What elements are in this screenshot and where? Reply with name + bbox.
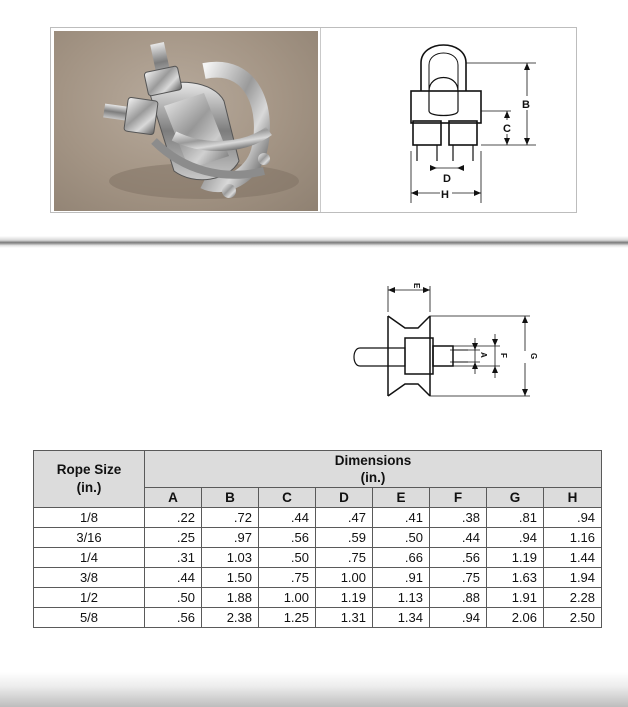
dimensions-table bbox=[33, 450, 602, 628]
value-cell: 1.00 bbox=[316, 568, 373, 588]
column-header-e: E bbox=[373, 488, 430, 508]
value-cell: 1.94 bbox=[544, 568, 602, 588]
rope-size-cell: 1/8 bbox=[34, 508, 145, 528]
value-cell: .97 bbox=[202, 528, 259, 548]
side-view-dimension-drawing bbox=[350, 276, 550, 421]
table-row bbox=[34, 508, 602, 528]
value-cell: .25 bbox=[145, 528, 202, 548]
value-cell: .47 bbox=[316, 508, 373, 528]
value-cell: 1.63 bbox=[487, 568, 544, 588]
value-cell: .75 bbox=[430, 568, 487, 588]
value-cell: .50 bbox=[373, 528, 430, 548]
top-view-dimension-drawing bbox=[351, 33, 551, 211]
column-header-a: A bbox=[145, 488, 202, 508]
value-cell: .38 bbox=[430, 508, 487, 528]
value-cell: 1.44 bbox=[544, 548, 602, 568]
value-cell: 1.19 bbox=[487, 548, 544, 568]
rope-size-header: Rope Size (in.) bbox=[34, 451, 145, 508]
value-cell: 1.88 bbox=[202, 588, 259, 608]
value-cell: .50 bbox=[145, 588, 202, 608]
column-header-h: H bbox=[544, 488, 602, 508]
value-cell: 1.00 bbox=[259, 588, 316, 608]
value-cell: .88 bbox=[430, 588, 487, 608]
clip-photo-illustration bbox=[54, 31, 318, 211]
value-cell: 2.50 bbox=[544, 608, 602, 628]
value-cell: 2.28 bbox=[544, 588, 602, 608]
table-row bbox=[34, 528, 602, 548]
value-cell: 1.13 bbox=[373, 588, 430, 608]
value-cell: 2.06 bbox=[487, 608, 544, 628]
rope-size-cell: 3/16 bbox=[34, 528, 145, 548]
value-cell: 1.25 bbox=[259, 608, 316, 628]
table-header-row-1 bbox=[34, 451, 602, 488]
value-cell: .75 bbox=[259, 568, 316, 588]
value-cell: .66 bbox=[373, 548, 430, 568]
column-header-c: C bbox=[259, 488, 316, 508]
value-cell: 1.34 bbox=[373, 608, 430, 628]
value-cell: .94 bbox=[430, 608, 487, 628]
column-header-f: F bbox=[430, 488, 487, 508]
value-cell: .72 bbox=[202, 508, 259, 528]
rope-size-cell: 3/8 bbox=[34, 568, 145, 588]
bottom-shadow bbox=[0, 672, 628, 707]
table-row bbox=[34, 568, 602, 588]
dimension-label-h: H bbox=[441, 189, 449, 201]
value-cell: 1.16 bbox=[544, 528, 602, 548]
column-header-b: B bbox=[202, 488, 259, 508]
figure-divider bbox=[320, 28, 321, 212]
dimension-label-c: C bbox=[503, 123, 511, 135]
value-cell: 2.38 bbox=[202, 608, 259, 628]
value-cell: .44 bbox=[259, 508, 316, 528]
table-row bbox=[34, 548, 602, 568]
dimension-label-b: B bbox=[522, 99, 530, 111]
dimension-label-d: D bbox=[443, 173, 451, 185]
column-header-d: D bbox=[316, 488, 373, 508]
value-cell: 1.50 bbox=[202, 568, 259, 588]
product-figure-frame bbox=[50, 27, 577, 213]
dimension-label-g: G bbox=[529, 353, 538, 360]
dimension-label-a-side: A bbox=[479, 352, 488, 358]
value-cell: 1.19 bbox=[316, 588, 373, 608]
value-cell: .56 bbox=[259, 528, 316, 548]
table-row bbox=[34, 588, 602, 608]
column-header-g: G bbox=[487, 488, 544, 508]
value-cell: .81 bbox=[487, 508, 544, 528]
value-cell: 1.03 bbox=[202, 548, 259, 568]
dimension-label-f: F bbox=[499, 353, 508, 358]
value-cell: 1.31 bbox=[316, 608, 373, 628]
value-cell: .91 bbox=[373, 568, 430, 588]
value-cell: .94 bbox=[487, 528, 544, 548]
value-cell: .50 bbox=[259, 548, 316, 568]
value-cell: .94 bbox=[544, 508, 602, 528]
value-cell: .56 bbox=[145, 608, 202, 628]
value-cell: .75 bbox=[316, 548, 373, 568]
value-cell: .59 bbox=[316, 528, 373, 548]
table-row bbox=[34, 608, 602, 628]
value-cell: .44 bbox=[430, 528, 487, 548]
rope-size-cell: 1/2 bbox=[34, 588, 145, 608]
section-divider-band bbox=[0, 236, 628, 248]
value-cell: .56 bbox=[430, 548, 487, 568]
value-cell: .41 bbox=[373, 508, 430, 528]
rope-size-cell: 5/8 bbox=[34, 608, 145, 628]
value-cell: .31 bbox=[145, 548, 202, 568]
value-cell: .44 bbox=[145, 568, 202, 588]
dimensions-header: Dimensions (in.) bbox=[145, 451, 602, 488]
rope-size-cell: 1/4 bbox=[34, 548, 145, 568]
dimension-label-e: E bbox=[412, 283, 421, 289]
value-cell: .22 bbox=[145, 508, 202, 528]
wire-rope-clip-photo bbox=[54, 31, 318, 211]
value-cell: 1.91 bbox=[487, 588, 544, 608]
